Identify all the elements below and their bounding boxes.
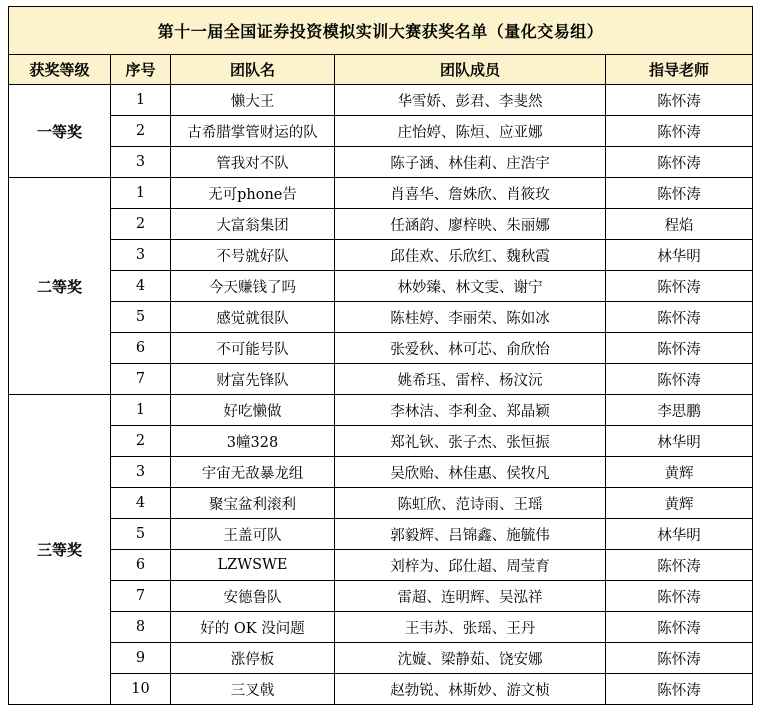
advisor-cell: 陈怀涛 — [606, 116, 753, 147]
members-cell: 陈桂婷、李丽荣、陈如冰 — [335, 302, 606, 333]
members-cell: 王韦苏、张瑶、王丹 — [335, 612, 606, 643]
seq-cell: 7 — [111, 581, 171, 612]
advisor-cell: 程焰 — [606, 209, 753, 240]
table-row — [9, 457, 753, 488]
seq-cell: 1 — [111, 178, 171, 209]
advisor-cell: 陈怀涛 — [606, 643, 753, 674]
team-cell: 财富先锋队 — [171, 364, 335, 395]
table-row — [9, 581, 753, 612]
team-cell: 涨停板 — [171, 643, 335, 674]
members-cell: 姚希珏、雷梓、杨汶沅 — [335, 364, 606, 395]
seq-cell: 3 — [111, 147, 171, 178]
table-row — [9, 271, 753, 302]
header-row — [9, 55, 753, 85]
seq-cell: 6 — [111, 550, 171, 581]
advisor-cell: 李思鹏 — [606, 395, 753, 426]
table-row — [9, 116, 753, 147]
team-cell: 懒大王 — [171, 85, 335, 116]
seq-cell: 1 — [111, 85, 171, 116]
table-row — [9, 364, 753, 395]
table-row — [9, 550, 753, 581]
header-team: 团队名 — [171, 55, 335, 85]
members-cell: 沈嫙、梁静茹、饶安娜 — [335, 643, 606, 674]
seq-cell: 6 — [111, 333, 171, 364]
team-cell: 宇宙无敌暴龙组 — [171, 457, 335, 488]
advisor-cell: 黄辉 — [606, 488, 753, 519]
members-cell: 邱佳欢、乐欣红、魏秋霞 — [335, 240, 606, 271]
table-row — [9, 178, 753, 209]
team-cell: 三叉戟 — [171, 674, 335, 705]
advisor-cell: 陈怀涛 — [606, 85, 753, 116]
team-cell: 王盖可队 — [171, 519, 335, 550]
members-cell: 陈虹欣、范诗雨、王瑶 — [335, 488, 606, 519]
members-cell: 吴欣贻、林佳惠、侯牧凡 — [335, 457, 606, 488]
members-cell: 刘梓为、邱仕超、周莹育 — [335, 550, 606, 581]
members-cell: 郭毅辉、吕锦鑫、施毓伟 — [335, 519, 606, 550]
advisor-cell: 林华明 — [606, 519, 753, 550]
seq-cell: 8 — [111, 612, 171, 643]
seq-cell: 4 — [111, 271, 171, 302]
members-cell: 赵勃锐、林斯妙、游文桢 — [335, 674, 606, 705]
table-row — [9, 426, 753, 457]
team-cell: 好的 OK 没问题 — [171, 612, 335, 643]
seq-cell: 2 — [111, 209, 171, 240]
title-row — [9, 7, 753, 55]
seq-cell: 3 — [111, 457, 171, 488]
seq-cell: 9 — [111, 643, 171, 674]
advisor-cell: 陈怀涛 — [606, 271, 753, 302]
members-cell: 雷超、连明辉、吴泓祥 — [335, 581, 606, 612]
table-row — [9, 302, 753, 333]
seq-cell: 5 — [111, 302, 171, 333]
team-cell: LZWSWE — [171, 550, 335, 581]
team-cell: 聚宝盆利滚利 — [171, 488, 335, 519]
team-cell: 管我对不队 — [171, 147, 335, 178]
award-tier-cell: 三等奖 — [9, 395, 111, 705]
members-cell: 肖喜华、詹姝欣、肖筱玫 — [335, 178, 606, 209]
table-row — [9, 488, 753, 519]
team-cell: 不号就好队 — [171, 240, 335, 271]
team-cell: 感觉就很队 — [171, 302, 335, 333]
award-tier-cell: 一等奖 — [9, 85, 111, 178]
seq-cell: 5 — [111, 519, 171, 550]
advisor-cell: 陈怀涛 — [606, 302, 753, 333]
table-title: 第十一届全国证券投资模拟实训大赛获奖名单（量化交易组） — [9, 7, 753, 55]
members-cell: 李林洁、李利金、郑晶颖 — [335, 395, 606, 426]
advisor-cell: 陈怀涛 — [606, 364, 753, 395]
table-row — [9, 240, 753, 271]
seq-cell: 2 — [111, 426, 171, 457]
team-cell: 今天赚钱了吗 — [171, 271, 335, 302]
award-table — [8, 6, 753, 705]
table-row — [9, 333, 753, 364]
team-cell: 古希腊掌管财运的队 — [171, 116, 335, 147]
header-seq: 序号 — [111, 55, 171, 85]
advisor-cell: 林华明 — [606, 426, 753, 457]
advisor-cell: 陈怀涛 — [606, 581, 753, 612]
members-cell: 任涵韵、廖梓映、朱丽娜 — [335, 209, 606, 240]
members-cell: 庄怡婷、陈烜、应亚娜 — [335, 116, 606, 147]
advisor-cell: 陈怀涛 — [606, 612, 753, 643]
seq-cell: 3 — [111, 240, 171, 271]
table-row — [9, 85, 753, 116]
advisor-cell: 林华明 — [606, 240, 753, 271]
table-row — [9, 147, 753, 178]
table-row — [9, 519, 753, 550]
advisor-cell: 陈怀涛 — [606, 674, 753, 705]
team-cell: 安德鲁队 — [171, 581, 335, 612]
seq-cell: 1 — [111, 395, 171, 426]
advisor-cell: 陈怀涛 — [606, 147, 753, 178]
advisor-cell: 陈怀涛 — [606, 178, 753, 209]
table-row — [9, 674, 753, 705]
header-tier: 获奖等级 — [9, 55, 111, 85]
advisor-cell: 陈怀涛 — [606, 550, 753, 581]
members-cell: 张爱秋、林可芯、俞欣怡 — [335, 333, 606, 364]
seq-cell: 4 — [111, 488, 171, 519]
members-cell: 陈子涵、林佳莉、庄浩宇 — [335, 147, 606, 178]
members-cell: 林妙臻、林文雯、谢宁 — [335, 271, 606, 302]
seq-cell: 2 — [111, 116, 171, 147]
table-body — [9, 85, 753, 705]
header-members: 团队成员 — [335, 55, 606, 85]
table-row — [9, 612, 753, 643]
team-cell: 3幢328 — [171, 426, 335, 457]
team-cell: 好吃懒做 — [171, 395, 335, 426]
table-row — [9, 395, 753, 426]
header-advisor: 指导老师 — [606, 55, 753, 85]
seq-cell: 7 — [111, 364, 171, 395]
members-cell: 郑礼钬、张子杰、张恒振 — [335, 426, 606, 457]
team-cell: 大富翁集团 — [171, 209, 335, 240]
advisor-cell: 陈怀涛 — [606, 333, 753, 364]
members-cell: 华雪娇、彭君、李斐然 — [335, 85, 606, 116]
advisor-cell: 黄辉 — [606, 457, 753, 488]
table-row — [9, 643, 753, 674]
team-cell: 不可能号队 — [171, 333, 335, 364]
team-cell: 无可phone告 — [171, 178, 335, 209]
award-tier-cell: 二等奖 — [9, 178, 111, 395]
table-row — [9, 209, 753, 240]
seq-cell: 10 — [111, 674, 171, 705]
